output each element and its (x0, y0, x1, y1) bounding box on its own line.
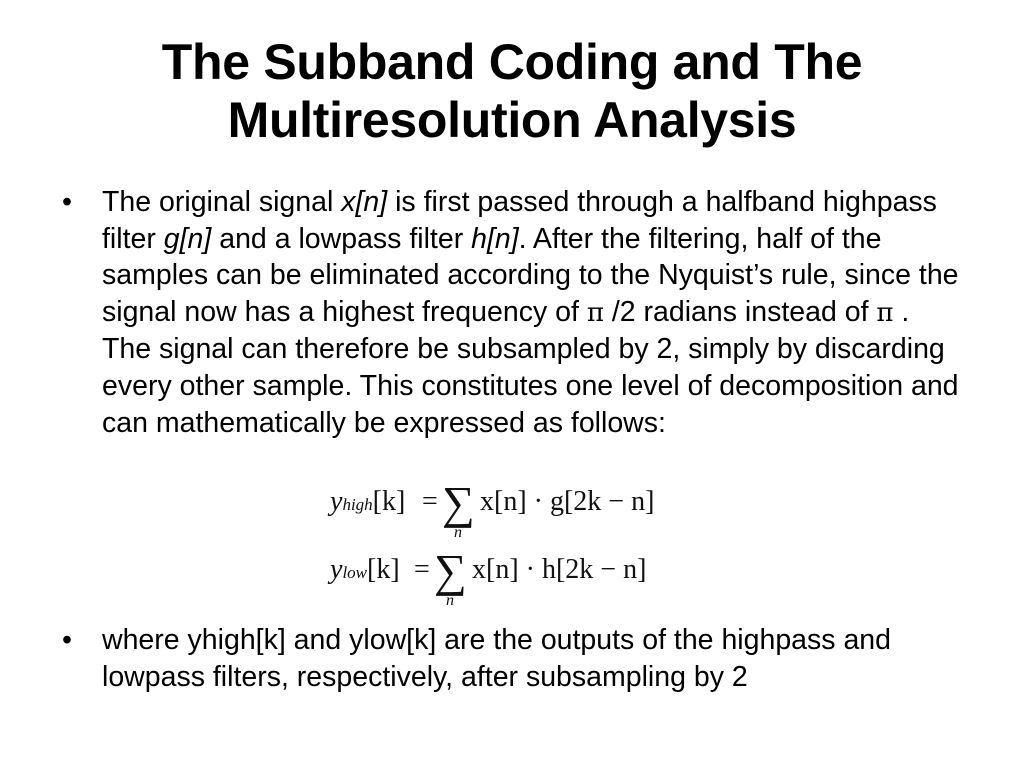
pi-symbol: π (586, 297, 604, 328)
summation-index: n (446, 592, 454, 609)
equation-y: y (330, 554, 343, 585)
filter-g-n: g[n] (163, 222, 212, 255)
signal-x-n: x[n] (341, 186, 388, 218)
text-span: . The signal can therefore be subsampled by 2, simply by discarding every other sample. This constitutes one level of decomposition and can mathematically be expressed as follows: (102, 295, 959, 439)
summation-index: n (454, 524, 462, 541)
bullet-text-1 (102, 184, 962, 441)
title-line-1: The Subband Coding and The (161, 34, 863, 90)
equation-ylow (330, 545, 690, 609)
equation-rhs: x[n] · h[2k − n] (472, 554, 647, 585)
equation-lhs-arg: [k] (367, 554, 400, 585)
summation-symbol: ∑ (442, 477, 475, 528)
equation-yhigh (330, 477, 690, 541)
text-span: . After the filtering, half of the samples can be eliminated according to the Nyquist’s rule, since the signal now has a highest frequency of (102, 222, 959, 328)
equation-subscript: low (342, 563, 367, 582)
text-span: The original signal (102, 186, 342, 218)
equation-y: y (330, 486, 343, 517)
bullet-item-2 (62, 622, 962, 695)
pi-symbol: π (876, 297, 894, 328)
equation-lhs-arg: [k] (372, 486, 406, 517)
slide-title (0, 33, 1024, 149)
bullet-dot: • (62, 624, 72, 656)
text-span: and a lowpass filter (211, 222, 472, 255)
equals-sign: = (422, 486, 438, 517)
equation-subscript: high (342, 495, 373, 514)
text-span: /2 radians instead of (603, 295, 877, 328)
bullet-dot: • (62, 186, 72, 218)
filter-h-n: h[n] (471, 222, 519, 255)
bullet-item-1 (62, 184, 962, 441)
equals-sign: = (414, 554, 430, 585)
title-line-2: Multiresolution Analysis (227, 92, 797, 148)
bullet-text-2: where yhigh[k] and ylow[k] are the outputs of the highpass and lowpass filters, respectively, after subsampling by 2 (102, 624, 891, 693)
equation-lhs (330, 486, 405, 518)
equation-rhs: x[n] · g[2k − n] (480, 486, 655, 517)
summation-symbol: ∑ (434, 545, 467, 596)
text-span: is first passed through a halfband highpass filter (102, 186, 937, 255)
equation-lhs (330, 554, 400, 586)
